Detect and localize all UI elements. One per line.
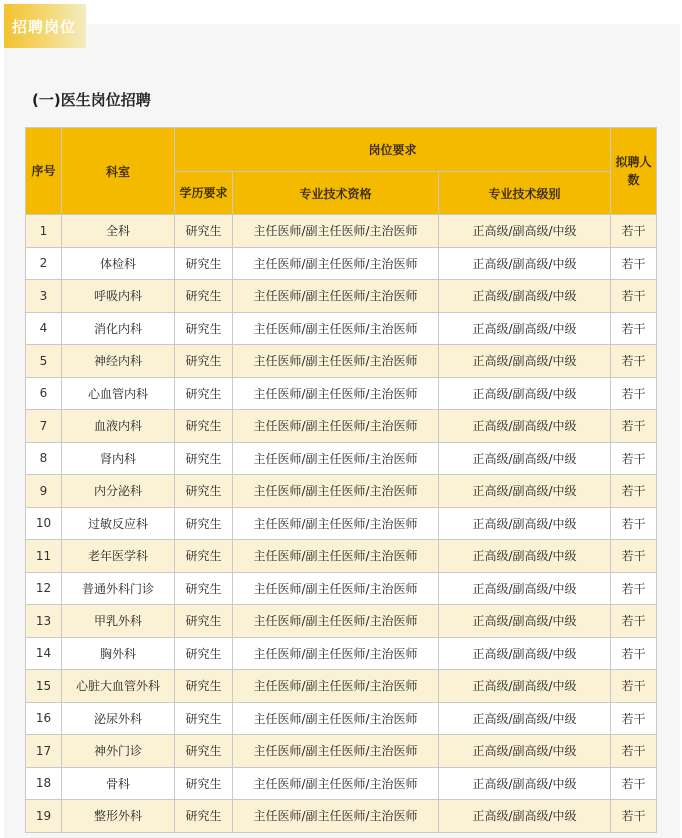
section-tag <box>4 4 86 48</box>
cell-dept: 泌尿外科 <box>62 702 175 735</box>
cell-count: 若干 <box>611 767 657 800</box>
header-seq: 序号 <box>26 128 62 215</box>
header-qualification: 专业技术资格 <box>233 172 439 215</box>
cell-dept: 心脏大血管外科 <box>62 670 175 703</box>
cell-education: 研究生 <box>175 312 233 345</box>
cell-level: 正高级/副高级/中级 <box>439 507 611 540</box>
cell-level: 正高级/副高级/中级 <box>439 767 611 800</box>
cell-education: 研究生 <box>175 767 233 800</box>
table-row <box>26 442 657 475</box>
cell-seq: 19 <box>26 800 62 833</box>
cell-count: 若干 <box>611 377 657 410</box>
table-row <box>26 702 657 735</box>
cell-dept: 心血管内科 <box>62 377 175 410</box>
cell-dept: 内分泌科 <box>62 475 175 508</box>
cell-dept: 血液内科 <box>62 410 175 443</box>
cell-count: 若干 <box>611 215 657 248</box>
cell-count: 若干 <box>611 702 657 735</box>
cell-dept: 呼吸内科 <box>62 280 175 313</box>
cell-qualification: 主任医师/副主任医师/主治医师 <box>233 670 439 703</box>
cell-qualification: 主任医师/副主任医师/主治医师 <box>233 377 439 410</box>
cell-education: 研究生 <box>175 507 233 540</box>
cell-qualification: 主任医师/副主任医师/主治医师 <box>233 280 439 313</box>
cell-seq: 5 <box>26 345 62 378</box>
cell-qualification: 主任医师/副主任医师/主治医师 <box>233 540 439 573</box>
header-dept: 科室 <box>62 128 175 215</box>
cell-count: 若干 <box>611 247 657 280</box>
cell-count: 若干 <box>611 670 657 703</box>
cell-level: 正高级/副高级/中级 <box>439 800 611 833</box>
table-row <box>26 410 657 443</box>
cell-count: 若干 <box>611 345 657 378</box>
cell-dept: 全科 <box>62 215 175 248</box>
cell-count: 若干 <box>611 540 657 573</box>
table-row <box>26 377 657 410</box>
cell-dept: 体检科 <box>62 247 175 280</box>
cell-dept: 甲乳外科 <box>62 605 175 638</box>
cell-dept: 老年医学科 <box>62 540 175 573</box>
cell-education: 研究生 <box>175 442 233 475</box>
section-tag-label: 招聘岗位 <box>12 18 77 36</box>
cell-count: 若干 <box>611 410 657 443</box>
cell-seq: 1 <box>26 215 62 248</box>
cell-seq: 6 <box>26 377 62 410</box>
table-row <box>26 475 657 508</box>
cell-seq: 16 <box>26 702 62 735</box>
cell-education: 研究生 <box>175 735 233 768</box>
cell-seq: 2 <box>26 247 62 280</box>
cell-count: 若干 <box>611 442 657 475</box>
cell-count: 若干 <box>611 735 657 768</box>
cell-qualification: 主任医师/副主任医师/主治医师 <box>233 507 439 540</box>
cell-level: 正高级/副高级/中级 <box>439 312 611 345</box>
cell-dept: 神外门诊 <box>62 735 175 768</box>
cell-qualification: 主任医师/副主任医师/主治医师 <box>233 702 439 735</box>
cell-qualification: 主任医师/副主任医师/主治医师 <box>233 637 439 670</box>
cell-seq: 12 <box>26 572 62 605</box>
header-level: 专业技术级别 <box>439 172 611 215</box>
cell-level: 正高级/副高级/中级 <box>439 637 611 670</box>
cell-dept: 肾内科 <box>62 442 175 475</box>
cell-level: 正高级/副高级/中级 <box>439 475 611 508</box>
cell-education: 研究生 <box>175 572 233 605</box>
cell-count: 若干 <box>611 475 657 508</box>
table-row <box>26 280 657 313</box>
cell-seq: 11 <box>26 540 62 573</box>
cell-dept: 整形外科 <box>62 800 175 833</box>
cell-level: 正高级/副高级/中级 <box>439 247 611 280</box>
header-education: 学历要求 <box>175 172 233 215</box>
cell-level: 正高级/副高级/中级 <box>439 345 611 378</box>
cell-education: 研究生 <box>175 800 233 833</box>
cell-seq: 9 <box>26 475 62 508</box>
table-row <box>26 800 657 833</box>
cell-level: 正高级/副高级/中级 <box>439 572 611 605</box>
cell-education: 研究生 <box>175 540 233 573</box>
cell-dept: 普通外科门诊 <box>62 572 175 605</box>
table-row <box>26 605 657 638</box>
table-row <box>26 767 657 800</box>
cell-dept: 胸外科 <box>62 637 175 670</box>
cell-level: 正高级/副高级/中级 <box>439 702 611 735</box>
cell-qualification: 主任医师/副主任医师/主治医师 <box>233 247 439 280</box>
cell-qualification: 主任医师/副主任医师/主治医师 <box>233 572 439 605</box>
cell-level: 正高级/副高级/中级 <box>439 670 611 703</box>
table-row <box>26 247 657 280</box>
cell-seq: 14 <box>26 637 62 670</box>
section-title: (一)医生岗位招聘 <box>32 91 151 109</box>
recruitment-table <box>25 127 657 833</box>
cell-level: 正高级/副高级/中级 <box>439 540 611 573</box>
cell-qualification: 主任医师/副主任医师/主治医师 <box>233 475 439 508</box>
table-row <box>26 215 657 248</box>
cell-education: 研究生 <box>175 475 233 508</box>
cell-seq: 18 <box>26 767 62 800</box>
cell-qualification: 主任医师/副主任医师/主治医师 <box>233 605 439 638</box>
table-body <box>26 215 657 833</box>
table-row <box>26 735 657 768</box>
table-row <box>26 507 657 540</box>
cell-dept: 骨科 <box>62 767 175 800</box>
cell-count: 若干 <box>611 507 657 540</box>
cell-qualification: 主任医师/副主任医师/主治医师 <box>233 215 439 248</box>
cell-count: 若干 <box>611 800 657 833</box>
cell-seq: 15 <box>26 670 62 703</box>
cell-count: 若干 <box>611 312 657 345</box>
cell-dept: 过敏反应科 <box>62 507 175 540</box>
table-row <box>26 637 657 670</box>
cell-qualification: 主任医师/副主任医师/主治医师 <box>233 410 439 443</box>
cell-qualification: 主任医师/副主任医师/主治医师 <box>233 312 439 345</box>
table-row <box>26 572 657 605</box>
cell-education: 研究生 <box>175 247 233 280</box>
cell-qualification: 主任医师/副主任医师/主治医师 <box>233 442 439 475</box>
cell-education: 研究生 <box>175 280 233 313</box>
cell-education: 研究生 <box>175 702 233 735</box>
cell-seq: 3 <box>26 280 62 313</box>
cell-level: 正高级/副高级/中级 <box>439 215 611 248</box>
cell-qualification: 主任医师/副主任医师/主治医师 <box>233 735 439 768</box>
cell-seq: 7 <box>26 410 62 443</box>
cell-seq: 10 <box>26 507 62 540</box>
cell-count: 若干 <box>611 572 657 605</box>
cell-education: 研究生 <box>175 670 233 703</box>
cell-count: 若干 <box>611 280 657 313</box>
cell-education: 研究生 <box>175 605 233 638</box>
header-count: 拟聘人数 <box>611 128 657 215</box>
table-row <box>26 312 657 345</box>
table-row <box>26 670 657 703</box>
cell-seq: 17 <box>26 735 62 768</box>
cell-level: 正高级/副高级/中级 <box>439 735 611 768</box>
cell-count: 若干 <box>611 637 657 670</box>
cell-seq: 8 <box>26 442 62 475</box>
cell-education: 研究生 <box>175 377 233 410</box>
cell-dept: 消化内科 <box>62 312 175 345</box>
cell-education: 研究生 <box>175 410 233 443</box>
cell-level: 正高级/副高级/中级 <box>439 605 611 638</box>
cell-qualification: 主任医师/副主任医师/主治医师 <box>233 345 439 378</box>
cell-qualification: 主任医师/副主任医师/主治医师 <box>233 800 439 833</box>
table-row <box>26 345 657 378</box>
cell-seq: 13 <box>26 605 62 638</box>
cell-count: 若干 <box>611 605 657 638</box>
cell-education: 研究生 <box>175 637 233 670</box>
cell-seq: 4 <box>26 312 62 345</box>
table-row <box>26 540 657 573</box>
cell-level: 正高级/副高级/中级 <box>439 442 611 475</box>
cell-education: 研究生 <box>175 215 233 248</box>
cell-level: 正高级/副高级/中级 <box>439 377 611 410</box>
header-requirements: 岗位要求 <box>175 128 611 172</box>
cell-qualification: 主任医师/副主任医师/主治医师 <box>233 767 439 800</box>
cell-education: 研究生 <box>175 345 233 378</box>
cell-dept: 神经内科 <box>62 345 175 378</box>
cell-level: 正高级/副高级/中级 <box>439 280 611 313</box>
cell-level: 正高级/副高级/中级 <box>439 410 611 443</box>
